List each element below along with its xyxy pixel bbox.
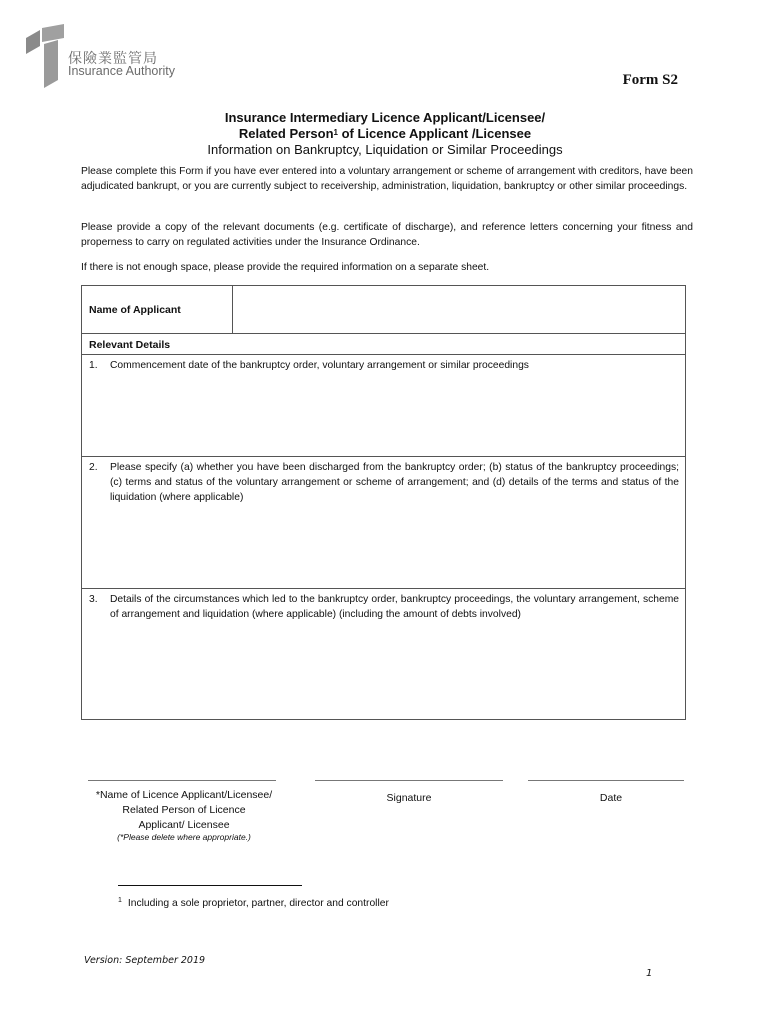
instruction-paragraph-3: If there is not enough space, please provide the required information on a separate sheet. (81, 262, 490, 273)
logo-english-text: Insurance Authority (68, 64, 176, 78)
footnote-marker: 1 (118, 897, 122, 904)
insurance-authority-logo (26, 24, 186, 90)
relevant-details-label: Relevant Details (89, 339, 171, 351)
item-text: Please specify (a) whether you have been discharged from the bankruptcy order; (b) status of the bankruptcy proceedings; (c) terms and status of the voluntary arrangement or scheme of arrangement; and (d) details of the terms and status of the liquidation (where applicable) (110, 462, 679, 503)
date-line[interactable] (528, 780, 684, 781)
footnote-text: Including a sole proprietor, partner, director and controller (127, 898, 389, 909)
detail-item-2[interactable] (82, 457, 685, 589)
details-table (81, 285, 686, 720)
form-title (0, 110, 770, 158)
item-number: 3. (89, 594, 98, 605)
page-number: 1 (646, 968, 653, 979)
relevant-details-row (82, 334, 685, 355)
detail-item-1[interactable] (82, 355, 685, 457)
delete-where-appropriate-note: (*Please delete where appropriate.) (117, 832, 251, 842)
signature-line[interactable] (315, 780, 503, 781)
name-label-line-3: Applicant/ Licensee (138, 819, 230, 831)
ia-logo-mark-icon (26, 24, 66, 88)
item-text: Details of the circumstances which led to the bankruptcy order, bankruptcy proceedings, the voluntary arrangement, scheme of arrangement and liquidation (where applicable) (including the amount of debts involved) (110, 594, 679, 620)
name-of-applicant-row (82, 286, 685, 334)
item-number: 1. (89, 360, 98, 371)
name-cell-divider (232, 286, 233, 333)
title-line-2-pre: Related Person (238, 126, 334, 141)
name-signature-line[interactable] (88, 780, 276, 781)
title-line-2-post: of Licence Applicant /Licensee (337, 126, 532, 141)
logo-chinese-text: 保險業監管局 (68, 51, 158, 67)
name-of-applicant-label: Name of Applicant (89, 304, 181, 316)
version-text: Version: September 2019 (84, 955, 206, 966)
item-text: Commencement date of the bankruptcy order, voluntary arrangement or similar proceedings (110, 360, 529, 371)
item-number: 2. (89, 462, 98, 473)
detail-item-3[interactable] (82, 589, 685, 719)
footnote-divider (118, 885, 302, 886)
title-line-3: Information on Bankruptcy, Liquidation or Similar Proceedings (207, 142, 563, 157)
form-number: Form S2 (622, 72, 678, 88)
name-of-licence-applicant-label (84, 788, 284, 833)
name-label-line-1: *Name of Licence Applicant/Licensee/ (95, 789, 273, 801)
title-line-2 (0, 126, 770, 142)
instruction-paragraph-1: Please complete this Form if you have ever entered into a voluntary arrangement or scheme of arrangement with creditors, have been adjudicated bankrupt, or you are currently subject to receivership, administration, liquidation, bankruptcy or other similar proceedings. (81, 166, 693, 192)
signature-label: Signature (386, 792, 432, 804)
name-label-line-2: Related Person of Licence (122, 804, 246, 816)
title-footnote-marker: 1 (333, 128, 338, 137)
footnote (118, 898, 389, 909)
date-label: Date (599, 792, 623, 804)
instruction-paragraph-2: Please provide a copy of the relevant documents (e.g. certificate of discharge), and reference letters concerning your fitness and properness to carry on regulated activities under the Insurance Ordinance. (81, 222, 693, 248)
title-line-1: Insurance Intermediary Licence Applicant/Licensee/ (224, 110, 546, 125)
